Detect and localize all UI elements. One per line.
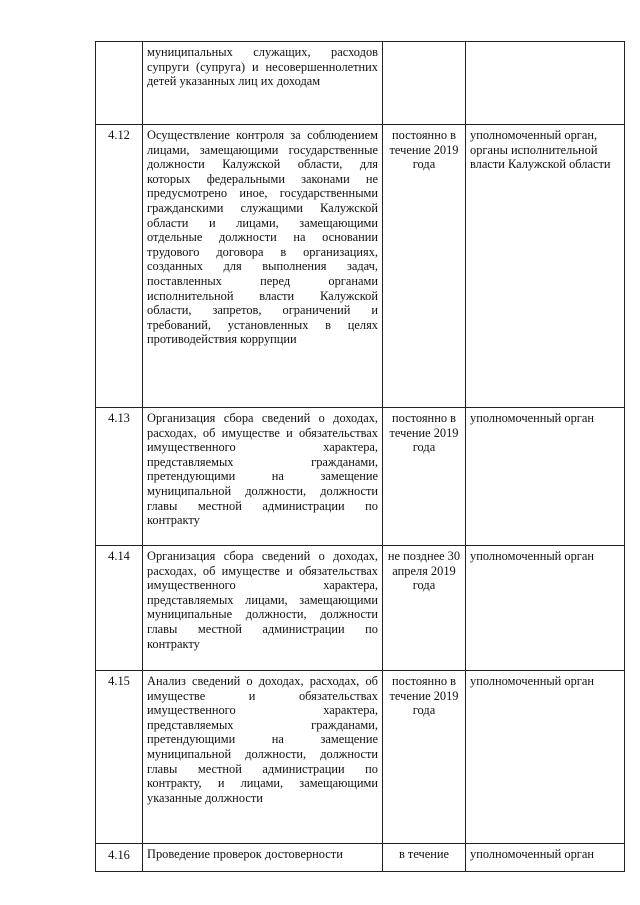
measure-text: Осуществление контроля за соблюдением лицами, замещающими государственные должности Калужской области, для которых федеральными законами не предусмотрено иное, государственными гражданскими служащими Калужской области и лицами, замещающими отдельные должности на основании трудового договора в организациях, созданных для выполнения задач, поставленных перед органами исполнительной власти Калужской области, запретов, ограничений и требований, установленных в целях противодействия коррупции (143, 125, 383, 408)
table-row (96, 125, 625, 408)
responsible-text: уполномоченный орган, органы исполнительной власти Калужской области (466, 125, 625, 408)
responsible-text: уполномоченный орган (466, 546, 625, 671)
table-row (96, 408, 625, 546)
row-number: 4.13 (96, 408, 143, 546)
responsible-text: уполномоченный орган (466, 408, 625, 546)
term-text: не позднее 30 апреля 2019 года (383, 546, 466, 671)
responsible-text (466, 42, 625, 125)
term-text (383, 42, 466, 125)
row-number: 4.15 (96, 671, 143, 844)
plan-table (95, 41, 625, 872)
row-number: 4.16 (96, 844, 143, 872)
responsible-text: уполномоченный орган (466, 844, 625, 872)
table-row (96, 42, 625, 125)
row-number: 4.14 (96, 546, 143, 671)
measure-text: Организация сбора сведений о доходах, расходах, об имуществе и обязательствах имущественного характера, представляемых лицами, замещающими муниципальные должности, должности главы местной администрации по контракту (143, 546, 383, 671)
measure-text: муниципальных служащих, расходов супруги (супруга) и несовершеннолетних детей указанных лиц их доходам (143, 42, 383, 125)
measure-text: Проведение проверок достоверности (143, 844, 383, 872)
responsible-text: уполномоченный орган (466, 671, 625, 844)
measure-text: Анализ сведений о доходах, расходах, об имуществе и обязательствах имущественного характера, представляемых гражданами, претендующими на замещение муниципальной должности, должности главы местной администрации по контракту, и лицами, замещающими указанные должности (143, 671, 383, 844)
term-text: постоянно в течение 2019 года (383, 125, 466, 408)
term-text: постоянно в течение 2019 года (383, 408, 466, 546)
term-text: постоянно в течение 2019 года (383, 671, 466, 844)
row-number (96, 42, 143, 125)
table-row (96, 844, 625, 872)
term-text: в течение (383, 844, 466, 872)
table-row (96, 671, 625, 844)
row-number: 4.12 (96, 125, 143, 408)
table-row (96, 546, 625, 671)
measure-text: Организация сбора сведений о доходах, расходах, об имуществе и обязательствах имущественного характера, представляемых гражданами, претендующими на замещение муниципальной должности, должности главы местной администрации по контракту (143, 408, 383, 546)
